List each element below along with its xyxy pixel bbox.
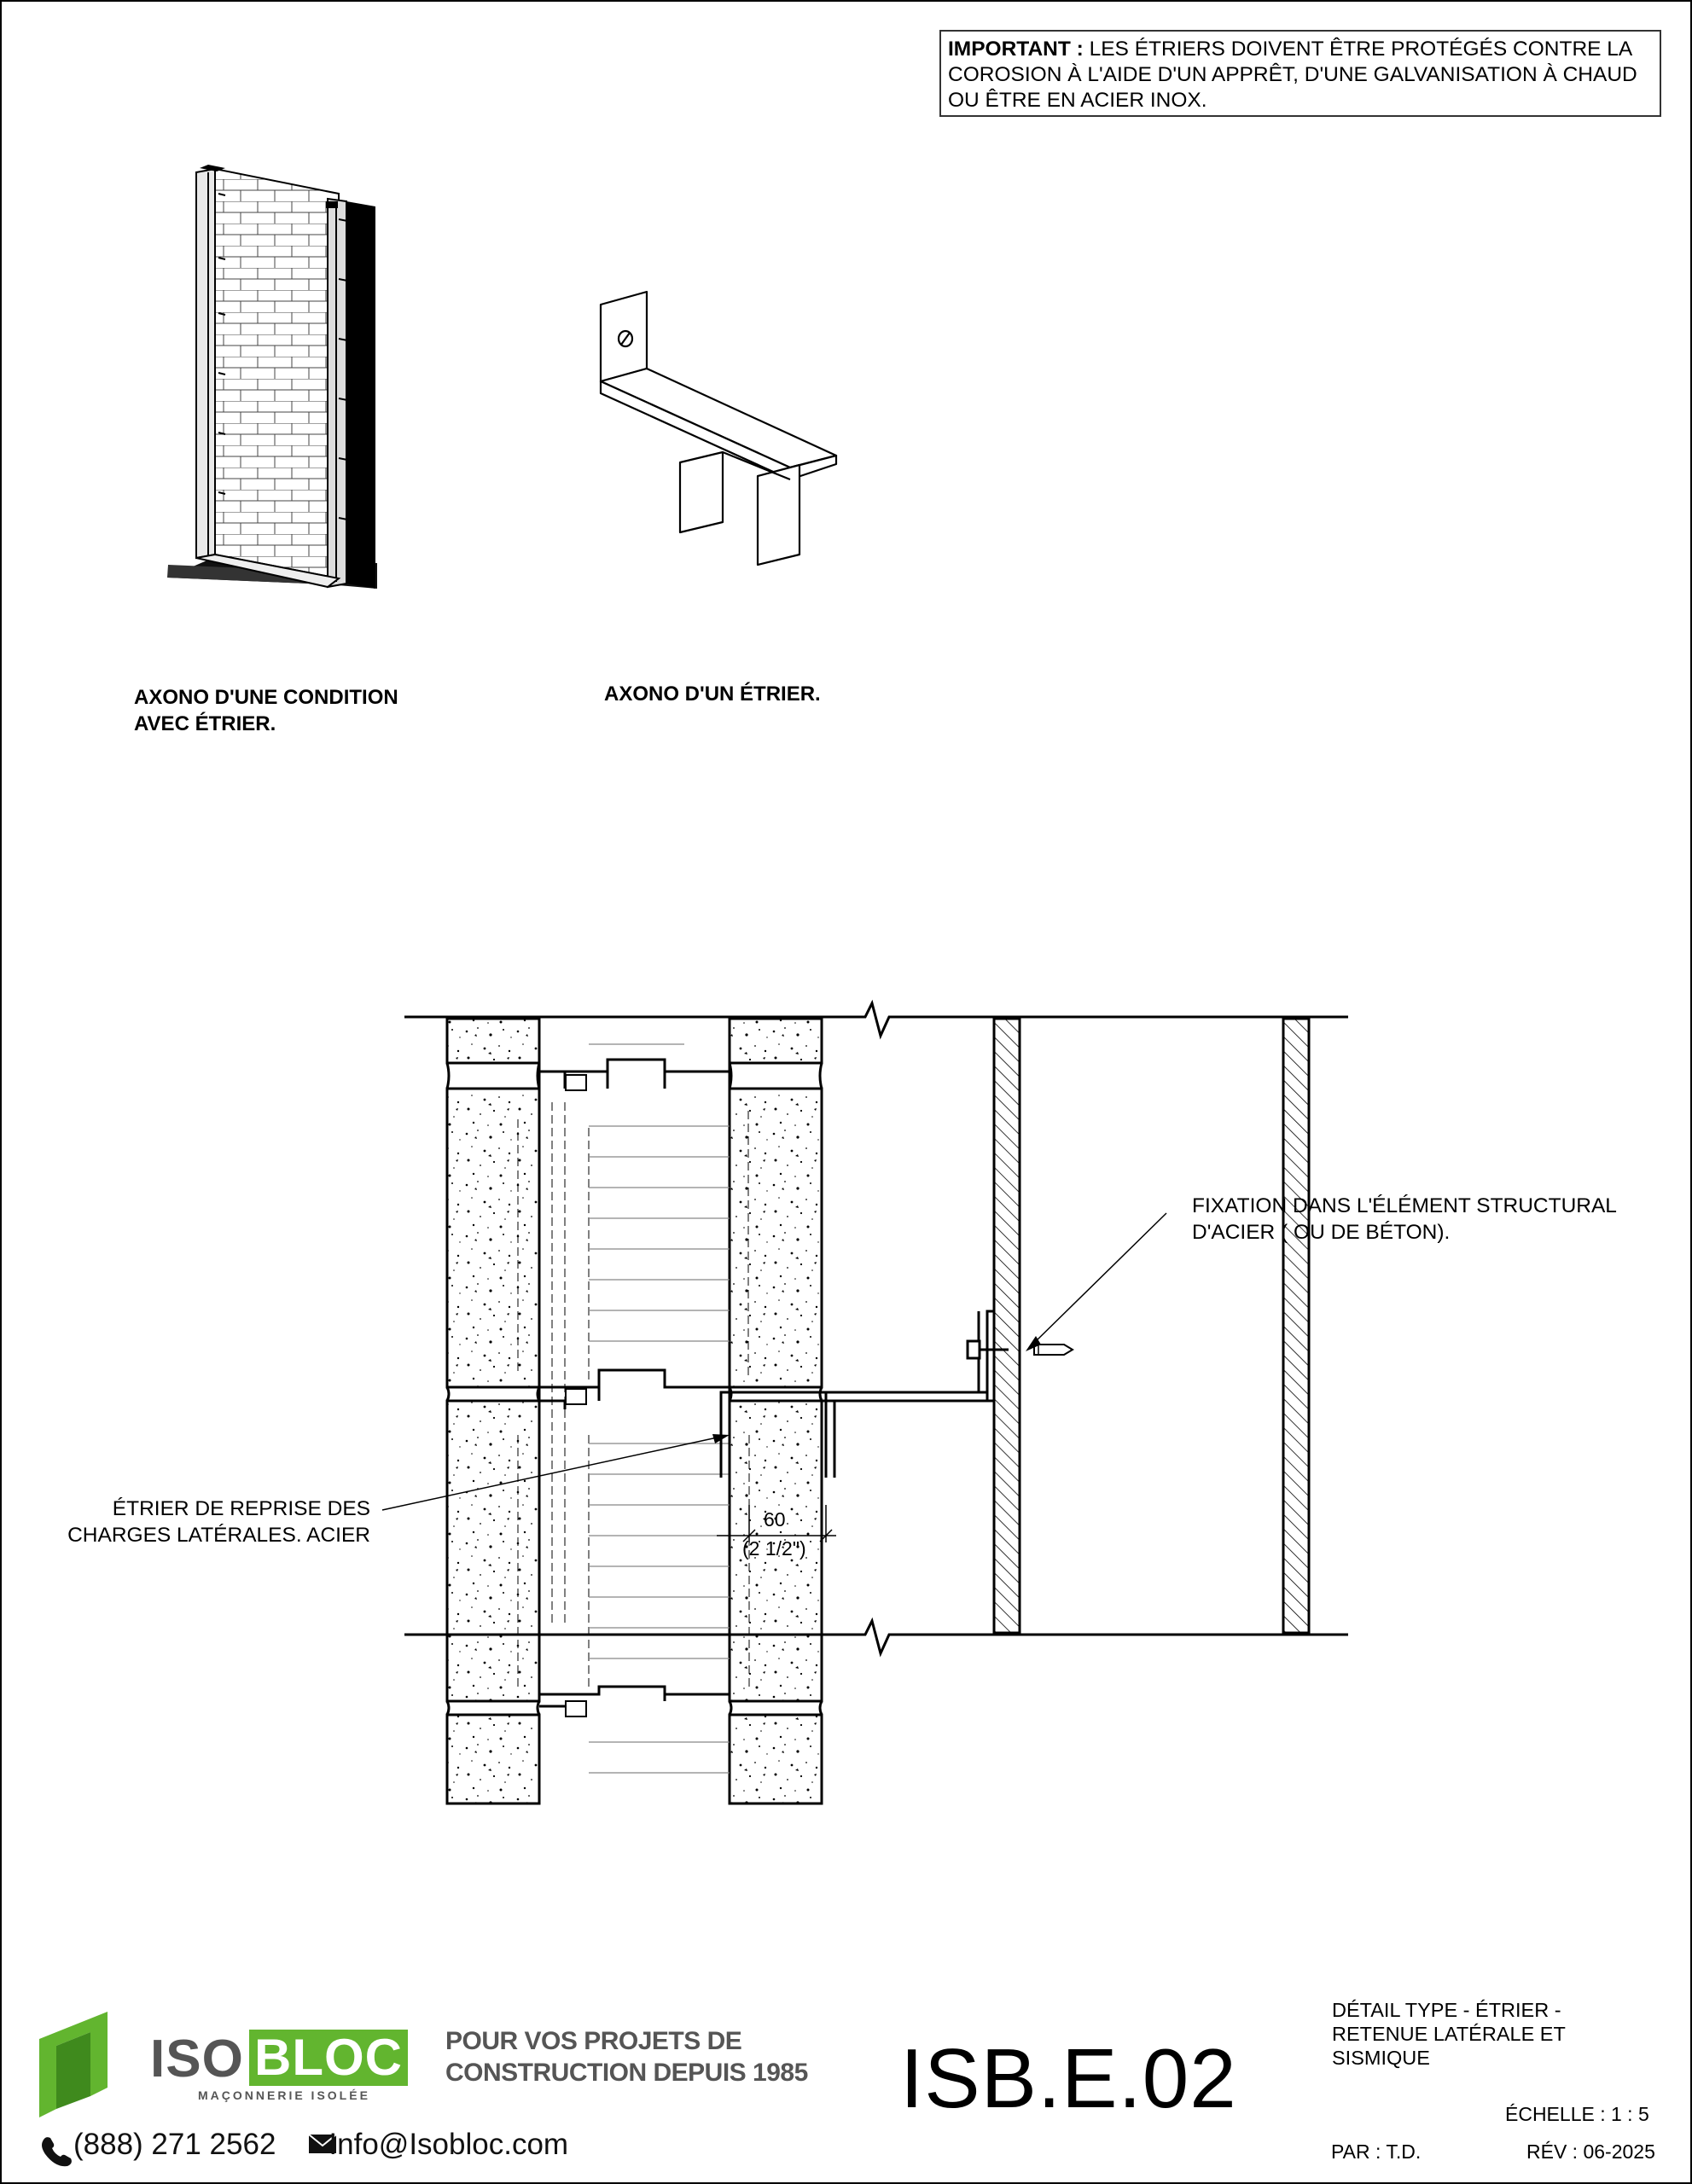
description-line2: RETENUE LATÉRALE ET [1332,2023,1566,2045]
brand-subtitle: MAÇONNERIE ISOLÉE [198,2088,370,2102]
drawing-description [1332,1998,1622,2070]
isobloc-section [447,1017,822,1804]
tagline-line2: CONSTRUCTION DEPUIS 1985 [445,2059,808,2087]
steel-columns [994,1019,1309,1633]
label-etrier-line1: ÉTRIER DE REPRISE DES [112,1497,370,1520]
isobloc-logo-mark [39,2012,108,2117]
label-etrier-line2: CHARGES LATÉRALES. ACIER [67,1524,370,1547]
important-note-label: IMPORTANT : [948,38,1084,61]
label-etrier [36,1496,370,1548]
axono-etrier-bracket [601,292,836,565]
dimension-in: (2 1/2") [742,1537,806,1560]
brand-tagline [445,2025,808,2088]
revision: RÉV : 06-2025 [1526,2140,1655,2163]
description-line1: DÉTAIL TYPE - ÉTRIER - [1332,1999,1561,2021]
caption-axono-condition-line1: AXONO D'UNE CONDITION [134,686,398,709]
brand-iso: ISO [150,2030,244,2088]
drawing-scale: ÉCHELLE : 1 : 5 [1505,2103,1649,2125]
tagline-line1: POUR VOS PROJETS DE [445,2027,742,2055]
label-fixation-line1: FIXATION DANS L'ÉLÉMENT STRUCTURAL [1192,1194,1617,1217]
dimension-mm: 60 [764,1508,786,1531]
technical-drawing [2,2,1692,2184]
drawn-by: PAR : T.D. [1331,2140,1422,2163]
brand-bloc: BLOC [249,2030,408,2086]
caption-axono-etrier: AXONO D'UN ÉTRIER. [604,682,821,706]
axono-condition-wall [167,165,377,589]
contact-info [39,2126,568,2162]
important-note-text: LES ÉTRIERS DOIVENT ÊTRE PROTÉGÉS CONTRE LA COROSION À L'AIDE D'UN APPRÊT, D'UNE GALVANISATION À CHAUD OU ÊTRE EN ACIER INOX. [948,38,1637,112]
phone-number[interactable]: (888) 271 2562 [73,2127,276,2161]
label-fixation-line2: D'ACIER ( OU DE BÉTON). [1192,1221,1451,1244]
email-address[interactable]: Info@Isobloc.com [329,2127,569,2161]
label-fixation [1192,1193,1617,1246]
drawing-code: ISB.E.02 [900,2031,1237,2125]
description-line3: SISMIQUE [1332,2047,1430,2069]
caption-axono-condition [134,684,398,737]
caption-axono-condition-line2: AVEC ÉTRIER. [134,712,276,735]
